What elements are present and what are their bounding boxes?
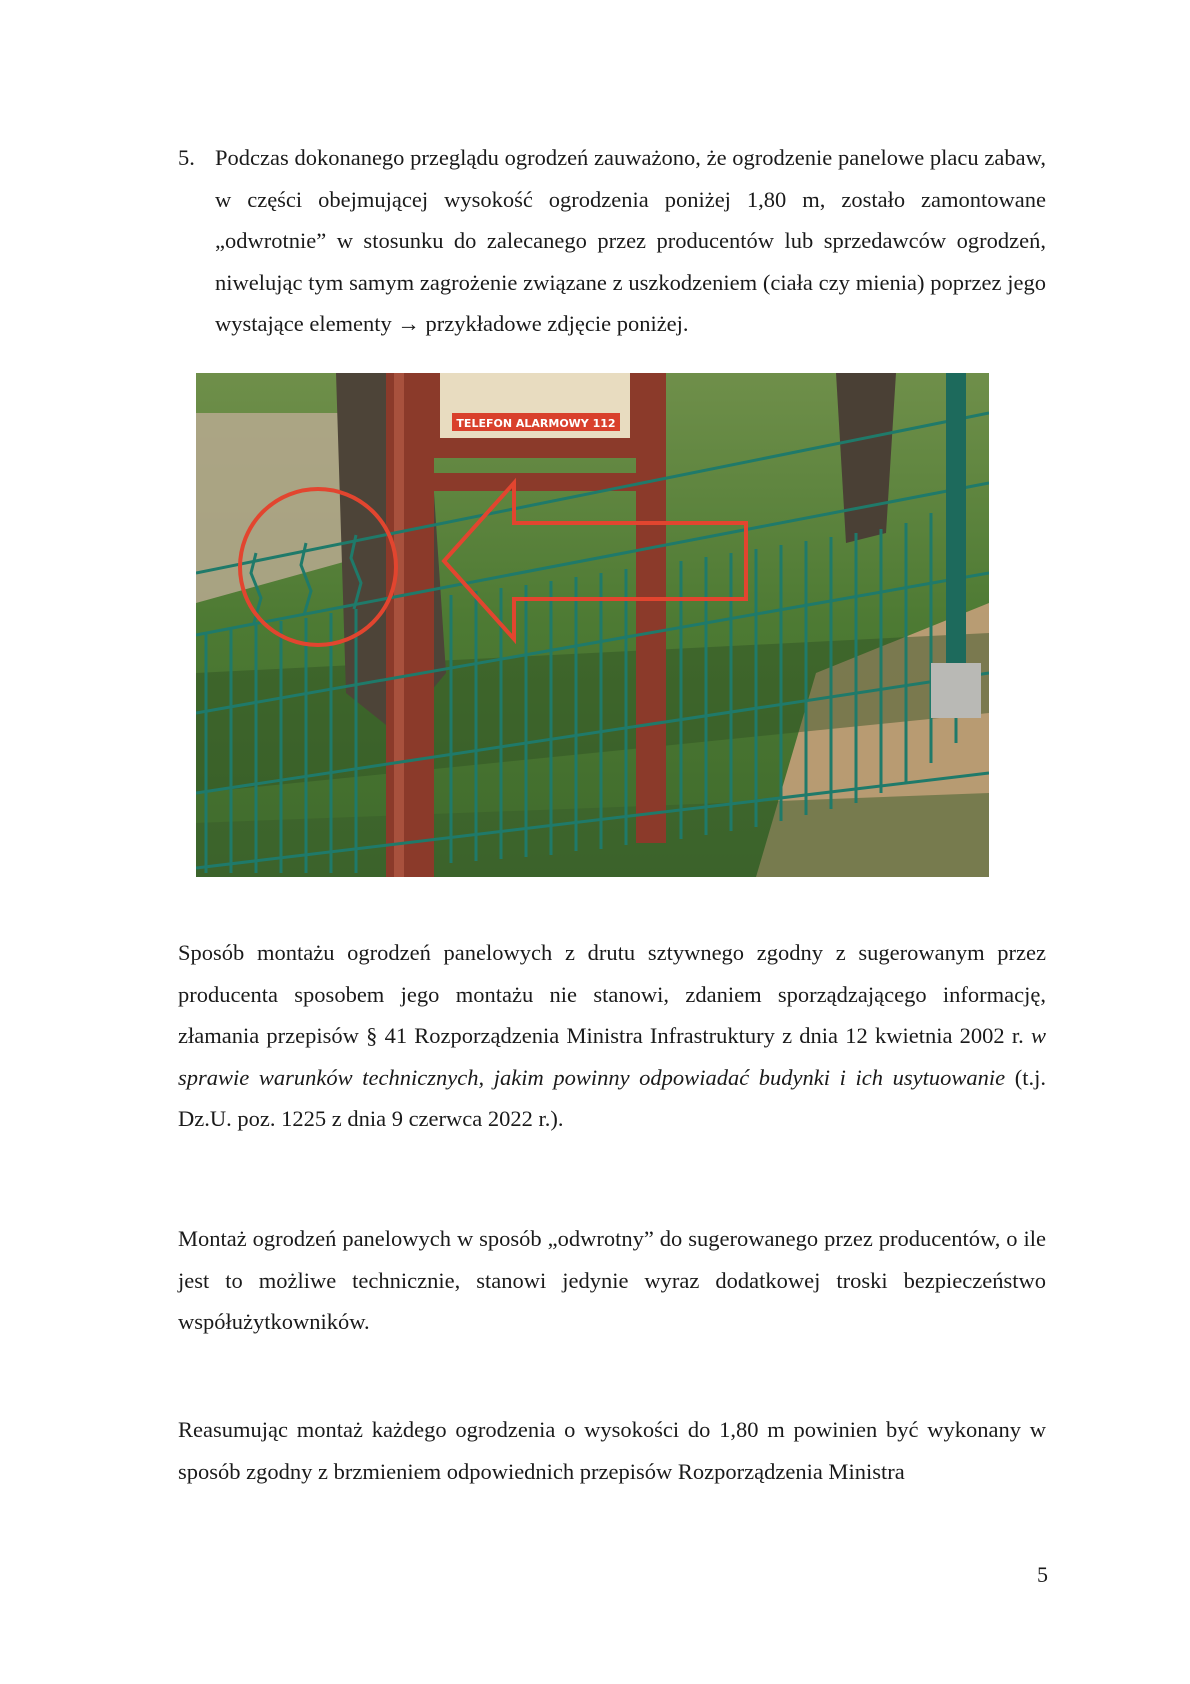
list-item-text: Podczas dokonanego przeglądu ogrodzeń zauważono, że ogrodzenie panelowe placu zabaw, w części obejmującej wysokość ogrodzenia poniżej 1,80 m, zostało zamontowane „odwrotnie” w stosunku do zalecanego przez producentów lub sprzedawców ogrodzeń, niwelując tym samym zagrożenie związane z uszkodzeniem (ciała czy mienia) poprzez jego wystające elementy → przykładowe zdjęcie poniżej. — [215, 145, 1046, 336]
page-number: 5 — [1037, 1562, 1048, 1587]
paragraph-1-italic: w sprawie warunków technicznych, jakim powinny odpowiadać budynki i ich usytuowanie — [178, 1023, 1046, 1090]
paragraph-1-part-2: (t.j. Dz.U. poz. 1225 z dnia 9 czerwca 2022 r.). — [178, 1064, 1046, 1131]
paragraph-1 — [178, 932, 1046, 1140]
paragraph-2: Montaż ogrodzeń panelowych w sposób „odwrotny” do sugerowanego przez producentów, o ile jest to możliwe technicznie, stanowi jedynie wyraz dodatkowej troski bezpieczeństwo współużytkowników. — [178, 1226, 1046, 1334]
paragraph-3: Reasumując montaż każdego ogrodzenia o wysokości do 1,80 m powinien być wykonany w sposób zgodny z brzmieniem odpowiednich przepisów Rozporządzenia Ministra — [178, 1417, 1046, 1484]
list-number: 5. — [178, 145, 195, 170]
list-item-5 — [178, 137, 1046, 345]
fence-photo-image — [196, 373, 989, 877]
fence-photo — [196, 373, 989, 877]
paragraph-1-part-1: Sposób montażu ogrodzeń panelowych z drutu sztywnego zgodny z sugerowanym przez producenta sposobem jego montażu nie stanowi, zdaniem sporządzającego informację, złamania przepisów § 41 Rozporządzenia Ministra Infrastruktury z dnia 12 kwietnia 2002 r. — [178, 940, 1046, 1048]
sign-text: TELEFON ALARMOWY 112 — [456, 417, 616, 430]
